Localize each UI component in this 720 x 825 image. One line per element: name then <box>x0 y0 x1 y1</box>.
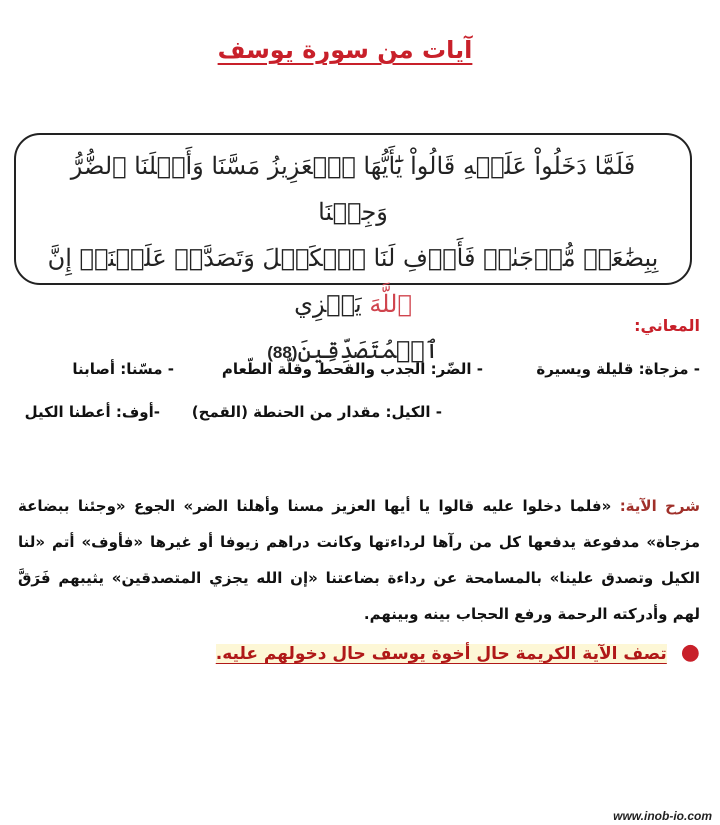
verse-number: (88) <box>267 343 298 362</box>
page-title: آيات من سورة يوسف <box>217 36 473 64</box>
summary-bullet: ●تصف الآية الكريمة حال أخوة يوسف حال دخولهم عليه. <box>215 640 700 665</box>
verse-line-1: فَلَمَّا دَخَلُواْ عَلَيۡهِ قَالُواْ يَٰٓأَيُّهَا ٱلۡعَزِيزُ مَسَّنَا وَأَهۡلَنَا ٱلضُّرُّ وَجِئۡنَا <box>70 152 636 226</box>
verse-text <box>40 143 666 376</box>
verse-line-2: بِبِضَٰعَةٖ مُّزۡجَىٰةٖ فَأَوۡفِ لَنَا ٱلۡكَيۡلَ وَتَصَدَّقۡ عَلَيۡنَآۖ إِنَّ ٱللَّهَ يَجۡزِي <box>47 244 659 318</box>
meaning-item: - مزجاة: قليلة ويسيرة <box>536 360 700 378</box>
verse-explanation <box>18 488 700 632</box>
bullet-icon: ● <box>680 640 700 665</box>
explanation-label: شرح الآية: <box>619 497 700 515</box>
meanings-heading: المعاني: <box>634 316 700 335</box>
verse-line-3: ٱلۡمُتَصَدِّقِينَ(88) <box>267 336 439 364</box>
meaning-item: - الكيل: مقدار من الحنطة (القمح) <box>191 403 442 421</box>
meaning-item: - الضّر: الجدب والقحط وقلّة الطّعام <box>221 360 483 378</box>
verse-allah: ٱللَّهَ <box>369 290 412 318</box>
footer-watermark: www.inob-io.com <box>613 809 712 823</box>
explanation-text: «فلما دخلوا عليه قالوا يا أيها العزيز مسنا وأهلنا الضر» الجوع «وجئنا ببضاعة مزجاة» مدفوعة يدفعها كل من رآها لرداءتها وكانت دراهم زيوفا أو غيرها «فأوف» أتم «لنا الكيل وتصدق علينا» بالمسامحة عن رداءة بضاعتنا «إن الله يجزي المتصدقين» يثيبهم فَرَقَّ لهم وأدركته الرحمة ورفع الحجاب بينه وبينهم. <box>18 497 700 623</box>
meaning-item: - مسّنا: أصابنا <box>72 360 174 378</box>
meaning-item: -أوف: أعطنا الكيل <box>24 403 160 421</box>
